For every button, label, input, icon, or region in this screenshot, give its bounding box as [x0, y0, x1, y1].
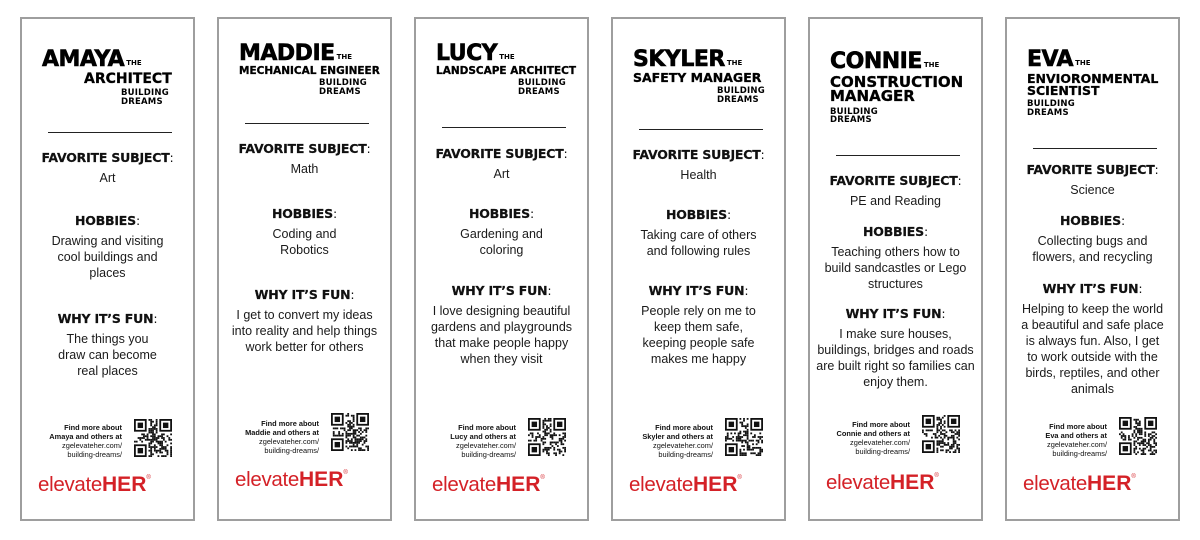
card-role: SAFETY MANAGER	[633, 70, 762, 85]
why-fun-value: The things you draw can become real places	[58, 332, 157, 378]
elevateher-logo: elevateHER®	[38, 473, 151, 496]
qr-code[interactable]	[331, 413, 369, 451]
why-fun-value: Helping to keep the world a beautiful and safe place is always fun. Also, I get to work outside with the birds, reptiles, and other animals	[1021, 302, 1164, 396]
card-role: LANDSCAPE ARCHITECT	[436, 65, 577, 77]
favorite-subject-value: Health	[680, 168, 717, 182]
favorite-subject-value: Art	[99, 171, 116, 185]
why-fun-value: People rely on me to keep them safe, keeping people safe makes me happy	[641, 304, 756, 366]
why-fun-section	[430, 283, 573, 367]
card-name: CONNIE	[830, 49, 922, 74]
bookmark-card-lucy	[414, 17, 589, 521]
divider	[836, 155, 960, 156]
promo-text: Find more about Skyler and others at zgelevateher.com/ building-dreams/	[642, 423, 713, 459]
card-tagline: BUILDING DREAMS	[717, 85, 765, 105]
favorite-subject-value: Math	[290, 162, 319, 176]
card-title	[239, 43, 382, 97]
hobbies-label: HOBBIES:	[469, 206, 534, 221]
bookmark-card-maddie	[217, 17, 392, 521]
why-fun-section	[631, 283, 766, 367]
qr-code[interactable]	[922, 415, 960, 453]
hobbies-value: Coding and Robotics	[272, 227, 337, 257]
elevateher-logo: elevateHER®	[432, 473, 545, 496]
card-tagline: BUILDING DREAMS	[1027, 98, 1075, 118]
card-title	[42, 49, 185, 107]
promo-text: Find more about Lucy and others at zgelevateher.com/ building-dreams/	[450, 423, 516, 459]
qr-code[interactable]	[134, 419, 172, 457]
favorite-subject-section	[420, 146, 583, 182]
card-the: THE	[726, 59, 743, 67]
qr-code[interactable]	[528, 418, 566, 456]
card-name: SKYLER	[633, 47, 725, 72]
favorite-subject-value: Art	[493, 167, 510, 181]
favorite-subject-value: PE and Reading	[849, 194, 942, 208]
favorite-subject-section	[1011, 162, 1174, 198]
favorite-subject-label: FAVORITE SUBJECT:	[1026, 162, 1159, 177]
card-role: CONSTRUCTION MANAGER	[830, 73, 964, 106]
hobbies-section	[46, 213, 169, 281]
card-tagline: BUILDING DREAMS	[518, 77, 566, 97]
hobbies-section	[446, 206, 557, 258]
bookmark-card-eva	[1005, 17, 1180, 521]
favorite-subject-section	[814, 173, 977, 209]
favorite-subject-label: FAVORITE SUBJECT:	[632, 147, 765, 162]
bookmark-card-amaya	[20, 17, 195, 521]
bookmark-card-connie	[808, 17, 983, 521]
why-fun-value: I make sure houses, buildings, bridges and roads are built right so families can enjoy them.	[816, 327, 975, 389]
card-the: THE	[126, 59, 142, 67]
why-fun-section	[52, 311, 163, 379]
hobbies-section	[1029, 213, 1156, 265]
bookmark-card-skyler	[611, 17, 786, 521]
card-title	[1027, 49, 1170, 118]
card-title	[830, 51, 973, 125]
favorite-subject-section	[26, 150, 189, 186]
card-title	[633, 49, 776, 105]
favorite-subject-label: FAVORITE SUBJECT:	[829, 173, 962, 188]
elevateher-logo: elevateHER®	[826, 471, 939, 494]
hobbies-label: HOBBIES:	[666, 207, 731, 222]
favorite-subject-label: FAVORITE SUBJECT:	[435, 146, 568, 161]
card-the: THE	[923, 61, 940, 69]
hobbies-section	[633, 207, 764, 259]
why-fun-section	[816, 306, 975, 390]
hobbies-label: HOBBIES:	[863, 224, 928, 239]
promo-text: Find more about Maddie and others at zgelevateher.com/ building-dreams/	[245, 419, 319, 455]
why-fun-label: WHY IT’S FUN:	[648, 283, 749, 298]
divider	[1033, 148, 1157, 149]
hobbies-label: HOBBIES:	[1060, 213, 1125, 228]
hobbies-value: Teaching others how to build sandcastles or Lego structures	[824, 245, 967, 291]
favorite-subject-label: FAVORITE SUBJECT:	[238, 141, 371, 156]
card-the: THE	[336, 53, 353, 61]
why-fun-label: WHY IT’S FUN:	[57, 311, 158, 326]
hobbies-value: Drawing and visiting cool buildings and places	[51, 234, 164, 280]
divider	[442, 127, 566, 128]
card-the: THE	[499, 53, 515, 61]
hobbies-value: Collecting bugs and flowers, and recycling	[1032, 234, 1153, 264]
why-fun-section	[1021, 281, 1164, 397]
divider	[245, 123, 369, 124]
why-fun-label: WHY IT’S FUN:	[254, 287, 355, 302]
card-role: MECHANICAL ENGINEER	[239, 65, 380, 77]
hobbies-label: HOBBIES:	[75, 213, 140, 228]
hobbies-section	[259, 206, 350, 258]
why-fun-value: I love designing beautiful gardens and playgrounds that make people happy when they visit	[430, 304, 573, 366]
card-the: THE	[1075, 59, 1091, 67]
favorite-subject-section	[223, 141, 386, 177]
card-name: MADDIE	[239, 41, 335, 66]
favorite-subject-value: Science	[1070, 183, 1115, 197]
favorite-subject-label: FAVORITE SUBJECT:	[41, 150, 174, 165]
card-role: ARCHITECT	[84, 71, 172, 87]
why-fun-section	[229, 287, 380, 355]
card-name: LUCY	[436, 41, 498, 66]
hobbies-section	[820, 224, 971, 292]
qr-code[interactable]	[1119, 417, 1157, 455]
why-fun-label: WHY IT’S FUN:	[845, 306, 946, 321]
why-fun-value: I get to convert my ideas into reality and help things work better for others	[231, 308, 378, 354]
promo-text: Find more about Connie and others at zgelevateher.com/ building-dreams/	[836, 420, 910, 456]
hobbies-value: Taking care of others and following rules	[640, 228, 757, 258]
card-role: ENVIORONMENTAL SCIENTIST	[1027, 71, 1159, 98]
hobbies-value: Gardening and coloring	[460, 227, 543, 257]
card-title	[436, 43, 579, 97]
divider	[639, 129, 763, 130]
divider	[48, 132, 172, 133]
elevateher-logo: elevateHER®	[235, 468, 348, 491]
elevateher-logo: elevateHER®	[629, 473, 742, 496]
hobbies-label: HOBBIES:	[272, 206, 337, 221]
promo-text: Find more about Eva and others at zgelevateher.com/ building-dreams/	[1045, 422, 1107, 458]
card-tagline: BUILDING DREAMS	[830, 106, 878, 126]
elevateher-logo: elevateHER®	[1023, 472, 1136, 495]
why-fun-label: WHY IT’S FUN:	[1042, 281, 1143, 296]
card-name: EVA	[1027, 47, 1074, 72]
qr-code[interactable]	[725, 418, 763, 456]
card-tagline: BUILDING DREAMS	[319, 77, 367, 97]
card-tagline: BUILDING DREAMS	[121, 88, 169, 108]
favorite-subject-section	[617, 147, 780, 183]
card-name: AMAYA	[42, 47, 125, 72]
why-fun-label: WHY IT’S FUN:	[451, 283, 552, 298]
promo-text: Find more about Amaya and others at zgelevateher.com/ building-dreams/	[49, 423, 122, 459]
